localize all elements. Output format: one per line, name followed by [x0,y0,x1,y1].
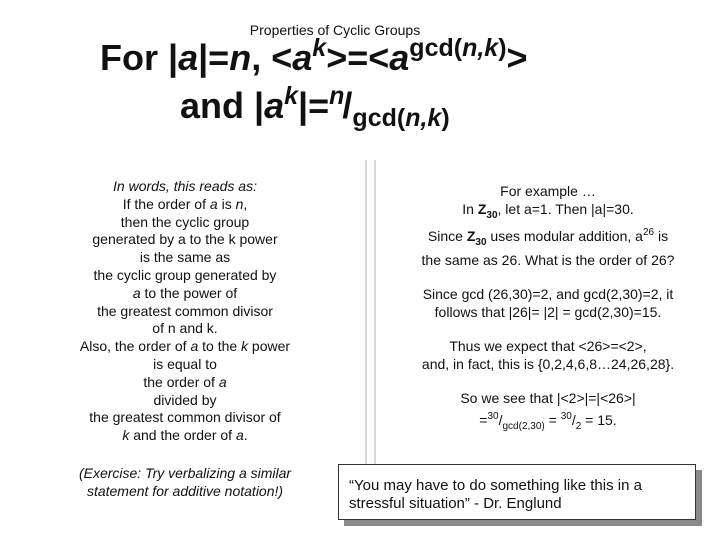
explanation-line: is equal to [153,355,217,372]
text: to the [198,338,242,355]
title-exponent [409,34,506,62]
text: Since [427,228,467,244]
title-var: k [312,34,327,62]
divider-line [374,160,376,468]
title-text: / [342,85,353,126]
title-text: , < [251,37,293,78]
group-symbol: Z [466,228,476,244]
explanation-line [60,338,310,356]
title-text: ) [498,34,507,62]
title-subscript [352,104,449,132]
title-text: ) [441,104,450,132]
title-var: a [292,37,313,78]
explanation-line: the greatest common divisor of [89,409,281,426]
text: / [571,411,576,428]
explanation-line: generated by a to the k power [92,231,278,248]
title-text: and | [180,85,265,126]
text: . [243,427,248,444]
divider-line [365,160,367,480]
group-subscript: 30 [486,209,498,221]
var: k [122,427,130,444]
explanation-line [60,374,310,392]
worked-example [388,183,708,452]
explanation-line: the greatest common divisor [97,302,273,319]
title-var: n [329,82,345,110]
verbal-explanation [60,178,310,445]
group-subscript: 30 [475,237,487,248]
text: , [243,195,248,212]
quote-box: “You may have to do something like this in a stressful situation” - Dr. Englund [338,464,696,520]
explanation-line: of n and k. [152,320,218,337]
text: and, in fact, this is {0,2,4,6,8…24,26,28}. [421,355,675,372]
explanation-intro [60,178,310,196]
explanation-line: is the same as [139,249,231,266]
explanation-line [60,196,310,214]
text: = [544,411,561,428]
numerator: 30 [560,410,572,422]
text: = [479,411,488,428]
text: the same as 26. What is the order of 26? [421,251,675,268]
text: For example … [500,183,596,199]
title-line-1 [100,34,700,82]
text: the order of [143,373,219,390]
text: So we see that |<2>|=|<26>| [460,390,636,406]
title-exponent [312,34,326,62]
text: In [462,200,478,217]
text: to the power of [140,284,238,301]
title-var: n,k [462,34,499,62]
title-exponent [284,82,298,110]
slide-title [100,34,700,130]
exercise-note: (Exercise: Try verbalizing a similar statement for additive notation!) [78,465,292,499]
var: a [209,195,218,212]
text: and the order of [129,427,236,444]
text: uses modular addition, a [486,228,643,244]
example-gcd [388,286,708,321]
title-text: |= [298,85,330,126]
text: Since gcd (26,30)=2, and gcd(2,30)=2, it [422,286,674,302]
title-line-2 [180,82,700,130]
explanation-line: divided by [153,391,217,408]
denominator: gcd(2,30) [502,420,545,432]
text: , let a=1. Then |a|=30. [497,200,634,217]
var: a [218,373,227,390]
title-var: k [284,82,299,110]
text: = 15. [581,411,617,428]
slide-heading: Properties of Cyclic Groups [249,22,421,38]
text: / [498,411,503,428]
group-symbol: Z [477,200,487,217]
var: n [235,195,244,212]
var: a [190,338,199,355]
title-text: > [506,37,528,78]
var: k [241,338,249,355]
title-var: a [389,37,410,78]
explanation-line: then the cyclic group [120,213,250,230]
numerator: 30 [487,410,499,422]
explanation-line [60,285,310,303]
example-subgroup [388,338,708,373]
var: a [132,284,141,301]
exponent: 26 [642,227,655,238]
text: is [217,195,236,212]
title-text: |= [198,37,230,78]
intro-text: In words, this reads as: [113,178,257,194]
text: Thus we expect that <26>=<2>, [449,338,647,354]
title-text: >=< [326,37,390,78]
text: follows that |26|= |2| = gcd(2,30)=15. [434,303,662,320]
title-text: For | [100,37,179,78]
title-var: a [264,85,285,126]
text: If the order of [122,195,210,212]
text: power [248,338,291,355]
title-text: gcd( [409,34,463,62]
denominator: 2 [575,420,582,432]
example-intro [388,183,708,269]
title-var: a [178,37,199,78]
title-text: gcd( [352,104,406,132]
title-var: n,k [405,104,442,132]
title-var: n [229,37,252,78]
explanation-line: the cyclic group generated by [93,266,277,283]
var: a [235,427,244,444]
text: is [654,228,669,244]
explanation-line [60,427,310,445]
text: Also, the order of [79,338,191,355]
example-conclusion [388,390,708,435]
